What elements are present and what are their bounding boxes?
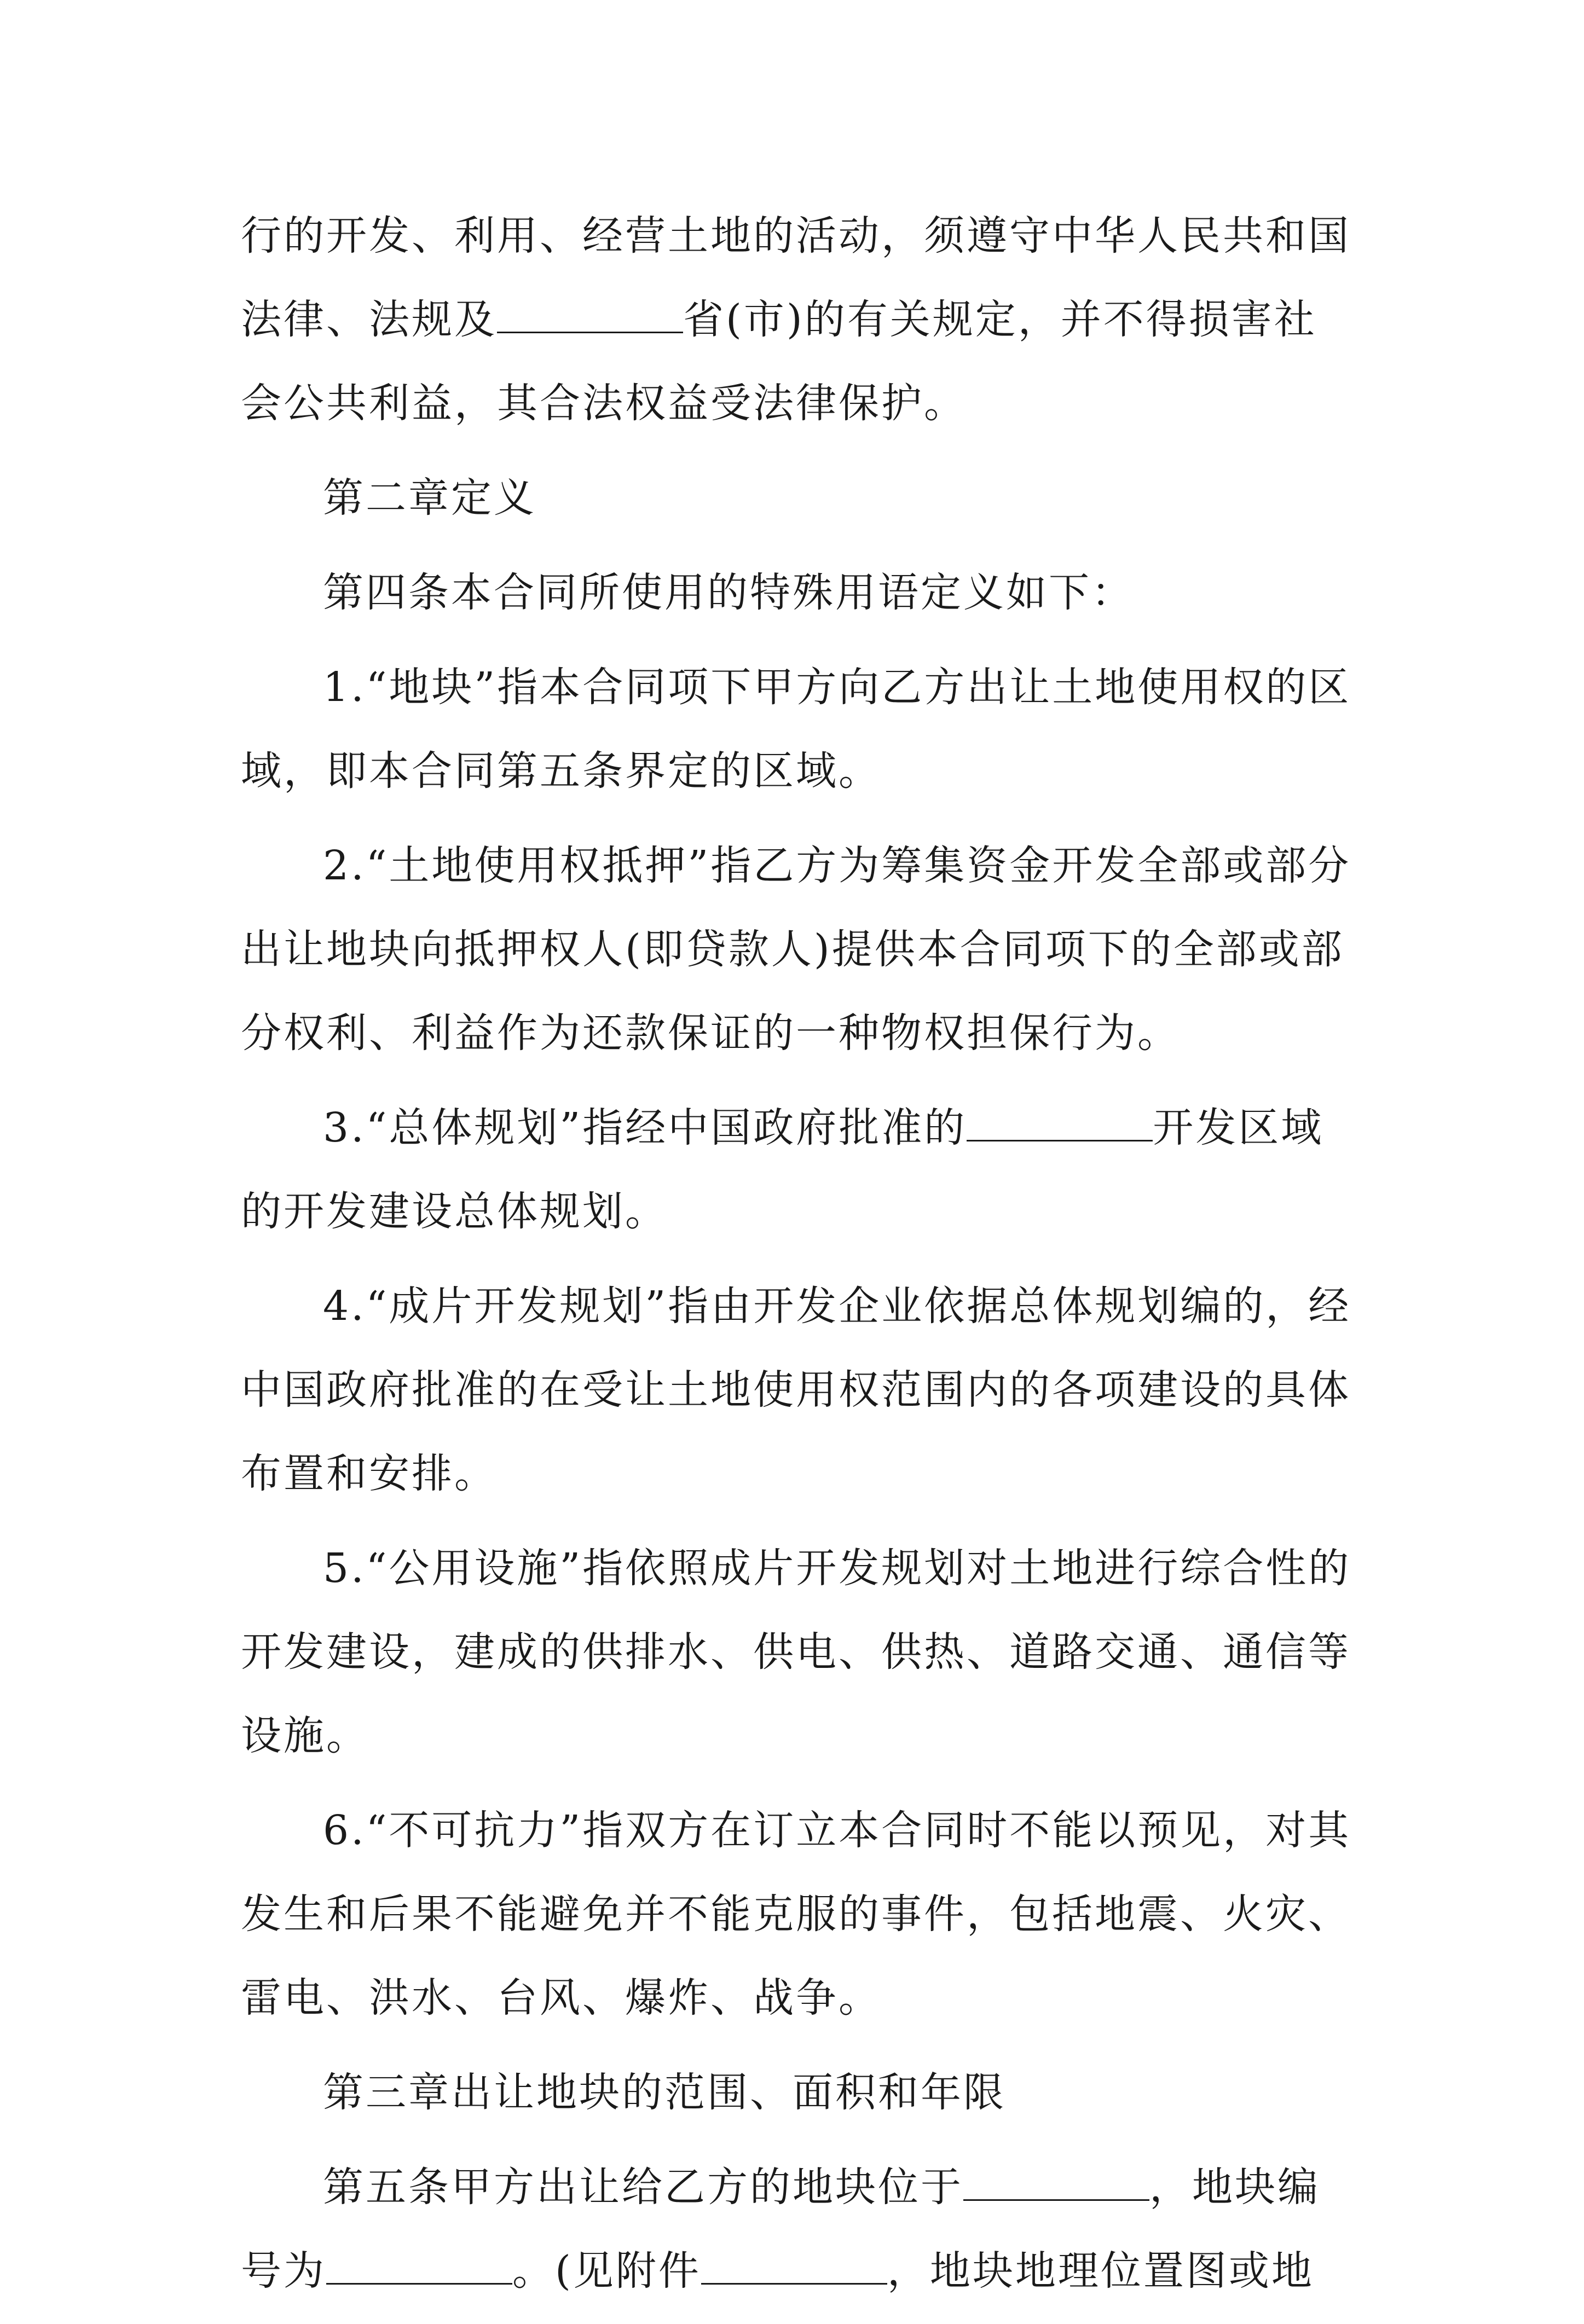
- definition-1: 1.“地块”指本合同项下甲方向乙方出让土地使用权的区域，即本合同第五条界定的区域。: [241, 664, 1351, 795]
- blank-attachment[interactable]: [701, 2245, 887, 2285]
- text-segment: 省(市)的有关规定，并不得损害社会公共利益，其合法权益受法律保护。: [241, 296, 1317, 427]
- definition-5: 5.“公用设施”指依照成片开发规划对土地进行综合性的开发建设，建成的供排水、供电、供热、道路交通、通信等设施。: [241, 1545, 1351, 1759]
- article-4: 第四条本合同所使用的特殊用语定义如下：: [323, 569, 1134, 616]
- chapter-heading-3: 第三章出让地块的范围、面积和年限: [323, 2069, 1006, 2116]
- text-segment: ，地块编号为: [241, 2164, 1320, 2294]
- paragraph-continuation: [241, 194, 1357, 445]
- document-body: [241, 194, 1357, 2324]
- definition-3: [241, 1086, 1357, 1254]
- article-5: [241, 2146, 1357, 2313]
- definition-6: 6.“不可抗力”指双方在订立本合同时不能以预见，对其发生和后果不能避免并不能克服的事件，包括地震、火灾、雷电、洪水、台风、爆炸、战争。: [241, 1807, 1351, 2021]
- definition-2: 2.“土地使用权抵押”指乙方为筹集资金开发全部或部分出让地块向抵押权人(即贷款人)提供本合同项下的全部或部分权利、利益作为还款保证的一种物权担保行为。: [241, 842, 1351, 1057]
- definition-4: 4.“成片开发规划”指由开发企业依据总体规划编的，经中国政府批准的在受让土地使用权范围内的各项建设的具体布置和安排。: [241, 1283, 1351, 1497]
- blank-province[interactable]: [497, 293, 683, 333]
- text-segment: 3.“总体规划”指经中国政府批准的: [323, 1104, 967, 1151]
- text-segment: 第五条甲方出让给乙方的地块位于: [323, 2164, 963, 2211]
- blank-parcel-number[interactable]: [326, 2245, 512, 2285]
- text-segment: 行的开发、利用、经营土地的活动，须遵守中华人民共和国法律、法规及: [241, 212, 1351, 343]
- text-segment: ，地块地理位置图或地: [887, 2247, 1314, 2294]
- blank-development-zone[interactable]: [967, 1102, 1153, 1141]
- text-segment: 。(见附件: [512, 2247, 701, 2294]
- text-segment: 开发区域的开发建设总体规划。: [241, 1104, 1324, 1235]
- chapter-heading-2: 第二章定义: [323, 474, 536, 521]
- blank-location[interactable]: [963, 2161, 1149, 2201]
